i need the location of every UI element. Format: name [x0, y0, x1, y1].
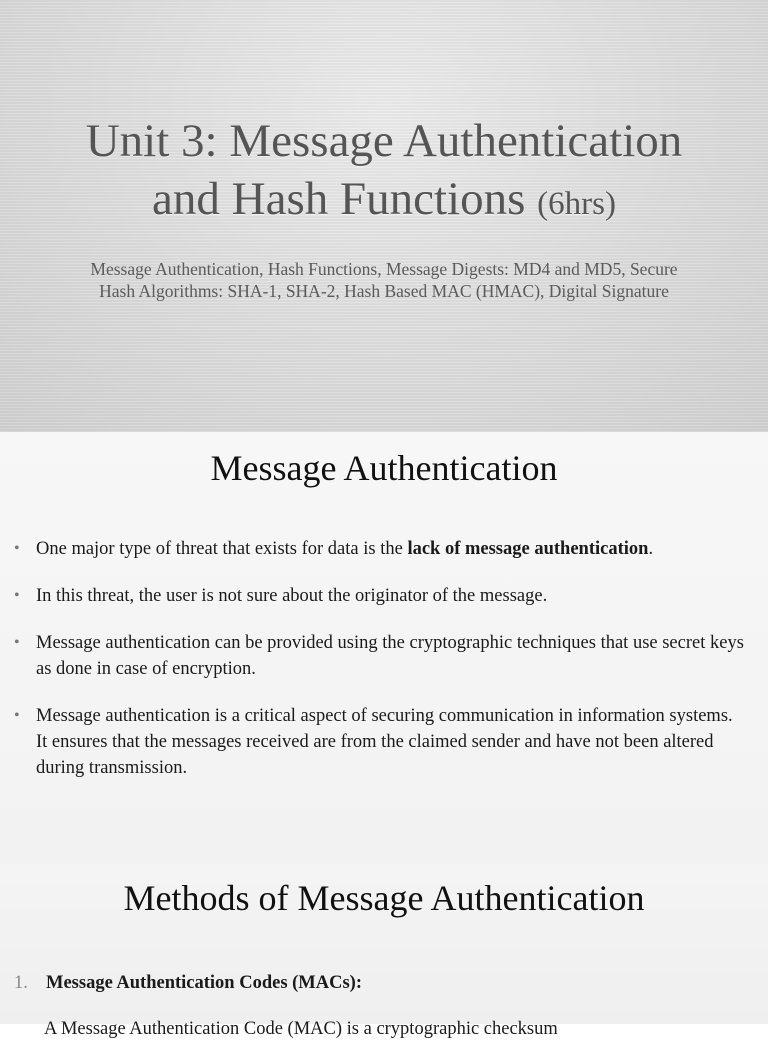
bullet-icon: • — [14, 634, 20, 651]
message-authentication-slide — [0, 432, 768, 864]
bullet-icon: • — [14, 707, 20, 724]
slide-subtitle — [40, 258, 728, 302]
slide-title — [0, 112, 768, 233]
title-line-2: and Hash Functions — [152, 173, 526, 225]
bullet-text-end: . — [648, 539, 654, 559]
bullet-list — [14, 536, 744, 802]
methods-slide — [0, 864, 768, 1039]
bullet-text: Message authentication can be provided using the cryptographic techniques that use secret keys as done in case of encryption. — [36, 633, 744, 679]
numbered-item — [14, 970, 744, 996]
bullet-item — [14, 583, 744, 609]
bullet-icon: • — [14, 587, 20, 604]
slide-heading: Methods of Message Authentication — [123, 878, 645, 918]
bullet-text: One major type of threat that exists for data is the — [36, 539, 408, 559]
bullet-item — [14, 703, 744, 781]
cutoff-text-line — [44, 1014, 744, 1039]
subtitle-line-1: Message Authentication, Hash Functions, Message Digests: MD4 and MD5, Secure — [90, 259, 678, 279]
slide-heading: Message Authentication — [210, 448, 558, 488]
bullet-icon: • — [14, 540, 20, 557]
bullet-text: In this threat, the user is not sure about the originator of the message. — [36, 586, 548, 606]
subtitle-line-2: Hash Algorithms: SHA-1, SHA-2, Hash Based MAC (HMAC), Digital Signature — [99, 281, 669, 301]
bullet-item — [14, 536, 744, 562]
title-duration: (6hrs) — [537, 186, 616, 222]
title-line-1: Unit 3: Message Authentication — [85, 115, 683, 167]
cutoff-text: A Message Authentication Code (MAC) is a cryptographic checksum — [44, 1019, 558, 1039]
bullet-bold-text: lack of message authentication — [407, 539, 649, 559]
bullet-text: Message authentication is a critical aspect of securing communication in information systems. It ensures that the messages received are from the claimed sender and have not been altered during transmission. — [36, 706, 733, 778]
item-label: Message Authentication Codes (MACs): — [46, 973, 363, 993]
title-slide — [0, 0, 768, 432]
item-number: 1. — [14, 973, 28, 993]
bullet-item — [14, 630, 744, 682]
